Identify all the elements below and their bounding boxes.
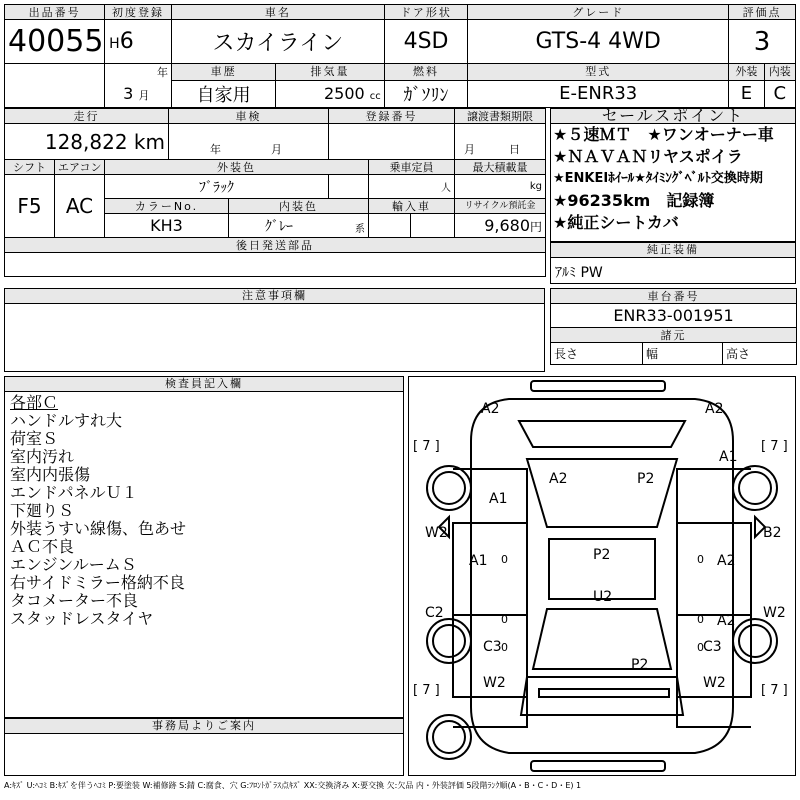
zero-mark: 0 [501,553,508,566]
lot-number: 40055 [5,20,105,64]
caution-label: 注意事項欄 [5,289,544,304]
office-box [4,718,404,776]
colorno: KH3 [105,214,229,238]
note-line: 右サイドミラー格納不良 [10,573,185,592]
sales-line: ★５速ＭＴ ★ワンオーナー車 [553,125,774,144]
model: E-ENR33 [468,80,729,107]
damage-mark: P2 [631,657,649,673]
length: 長さ [551,343,643,365]
color: ﾌﾞﾗｯｸ [105,175,329,199]
zero-mark: 0 [697,613,704,626]
tire-depth: [ 7 ] [413,683,440,698]
grade-label: グレード [468,5,729,20]
ac: AC [55,175,105,238]
note-line: 各部Ｃ [10,393,59,412]
zero-mark: 0 [501,613,508,626]
colorno-label: カラーNo. [105,199,229,214]
chassis-number: ENR33-001951 [551,304,797,328]
dims-label: 諸元 [551,328,797,343]
history-label: 車歴 [171,64,275,81]
damage-mark: A2 [705,401,724,417]
sales-line: ★ＮＡＶＡＮリヤスポイラ [553,147,743,166]
damage-mark: A2 [481,401,500,417]
chassis-table [550,288,797,365]
car-diagram [408,376,796,776]
note-line: タコメーター不良 [10,591,139,610]
color-label: 外装色 [105,160,369,175]
int-label: 内装 [764,64,795,81]
note-line: ＡＣ不良 [10,537,75,556]
capacity-label: 乗車定員 [369,160,455,175]
damage-mark: C3 [483,639,502,655]
lot-label: 出品番号 [5,5,105,20]
office-label: 事務局よりご案内 [5,719,403,734]
sales-points [550,108,796,242]
car-outline [409,377,795,775]
note-line: 外装うすい線傷、色あせ [10,519,187,538]
reg-label: 登録番号 [329,109,455,124]
displacement-label: 排気量 [276,64,385,81]
tire-depth: [ 7 ] [761,683,788,698]
recycle-label: リサイクル預託金 [455,199,546,214]
damage-mark: C3 [703,639,722,655]
shift: F5 [5,175,55,238]
damage-mark: A1 [489,491,508,507]
damage-mark: A2 [717,613,736,629]
shift-label: シフト [5,160,55,175]
door-type: 4SD [384,20,467,64]
first-reg-label: 初度登録 [105,5,172,20]
tire-depth: [ 7 ] [761,439,788,454]
inspection-date: 年 月 [169,124,329,160]
inspector-label: 検査員記入欄 [5,377,403,392]
damage-mark: W2 [483,675,506,691]
reg-number [329,124,455,160]
grade: GTS-4 4WD [468,20,729,64]
score-label: 評価点 [729,5,796,20]
mileage: 128,822 km [5,124,169,160]
zero-mark: 0 [697,641,704,654]
ext-label: 外装 [729,64,764,81]
zero-mark: 0 [501,641,508,654]
ac-label: エアコン [55,160,105,175]
mileage-label: 走行 [5,109,169,124]
inspection-label: 車検 [169,109,329,124]
damage-mark: W2 [763,605,786,621]
deadline: 月 日 [455,124,546,160]
damage-mark: W2 [703,675,726,691]
legend-footer: A:ｷｽﾞ U:ﾍｺﾐ B:ｷｽﾞを伴うﾍｺﾐ P:要塗装 W:補修跡 S:錆 C:腐食、穴 G:ﾌﾛﾝﾄｶﾞﾗｽ点ｷｽﾞ XX:交換済み X:要交換 欠:欠品 内・外装評価 5段階ﾗﾝｸ順(A・B・C・D・E) 1 [4,781,582,790]
tire-depth: [ 7 ] [413,439,440,454]
height: 高さ [723,343,797,365]
era-year: H6 [105,20,172,64]
damage-mark: P2 [637,471,655,487]
header-table [4,4,796,108]
zero-mark: 0 [697,553,704,566]
door-label: ドア形状 [384,5,467,20]
note-line: スタッドレスタイヤ [10,609,154,628]
equipment-box [550,242,796,284]
equipment-value: ｱﾙﾐ PW [555,265,603,281]
damage-mark: A1 [469,553,488,569]
inspector-notes [6,394,402,628]
ext-grade: E [729,80,764,107]
note-line: エンジンルームＳ [10,555,137,574]
sales-line: ★ENKEIﾎｲｰﾙ★ﾀｲﾐﾝｸﾞﾍﾞﾙﾄ交換時期 [553,171,763,186]
later-parts [5,253,546,277]
displacement: 2500 cc [276,80,385,107]
sales-line: ★純正シートカバ [553,213,679,232]
damage-mark: P2 [593,547,611,563]
score: 3 [729,20,796,64]
note-line: 室内内張傷 [10,465,91,484]
intcolor-label: 内装色 [229,199,369,214]
load: kg [455,175,546,199]
damage-mark: U2 [593,589,613,605]
history: 自家用 [171,80,275,107]
caution-box [4,288,545,372]
year-unit: 年 [105,64,172,81]
note-line: 荷室Ｓ [10,429,59,448]
damage-mark: A2 [549,471,568,487]
vehicle-info-table [4,108,546,277]
model-label: 型式 [468,64,729,81]
sales-line: ★96235km 記録簿 [553,191,715,210]
sales-label: セールスポイント [551,109,795,124]
recycle: 9,680円 [455,214,546,238]
damage-mark: C2 [425,605,444,621]
deadline-label: 譲渡書類期限 [455,109,546,124]
import-label: 輸入車 [369,199,455,214]
car-name-label: 車名 [171,5,384,20]
damage-mark: A2 [717,553,736,569]
equipment-label: 純正装備 [551,243,795,258]
month: 3 月 [105,80,172,107]
damage-mark: A1 [719,449,738,465]
intcolor: ｸﾞﾚｰ 系 [229,214,369,238]
note-line: 下廻りＳ [10,501,75,520]
fuel: ｶﾞｿﾘﾝ [384,80,467,107]
car-name: スカイライン [171,20,384,64]
int-grade: C [764,80,795,107]
note-line: ハンドルすれ大 [10,411,123,430]
load-label: 最大積載量 [455,160,546,175]
width: 幅 [643,343,723,365]
note-line: エンドパネルＵ１ [10,483,138,502]
damage-mark: B2 [763,525,782,541]
chassis-label: 車台番号 [551,289,797,304]
fuel-label: 燃料 [384,64,467,81]
later-parts-label: 後日発送部品 [5,238,546,253]
capacity: 人 [369,175,455,199]
note-line: 室内汚れ [10,447,75,466]
damage-mark: W2 [425,525,448,541]
